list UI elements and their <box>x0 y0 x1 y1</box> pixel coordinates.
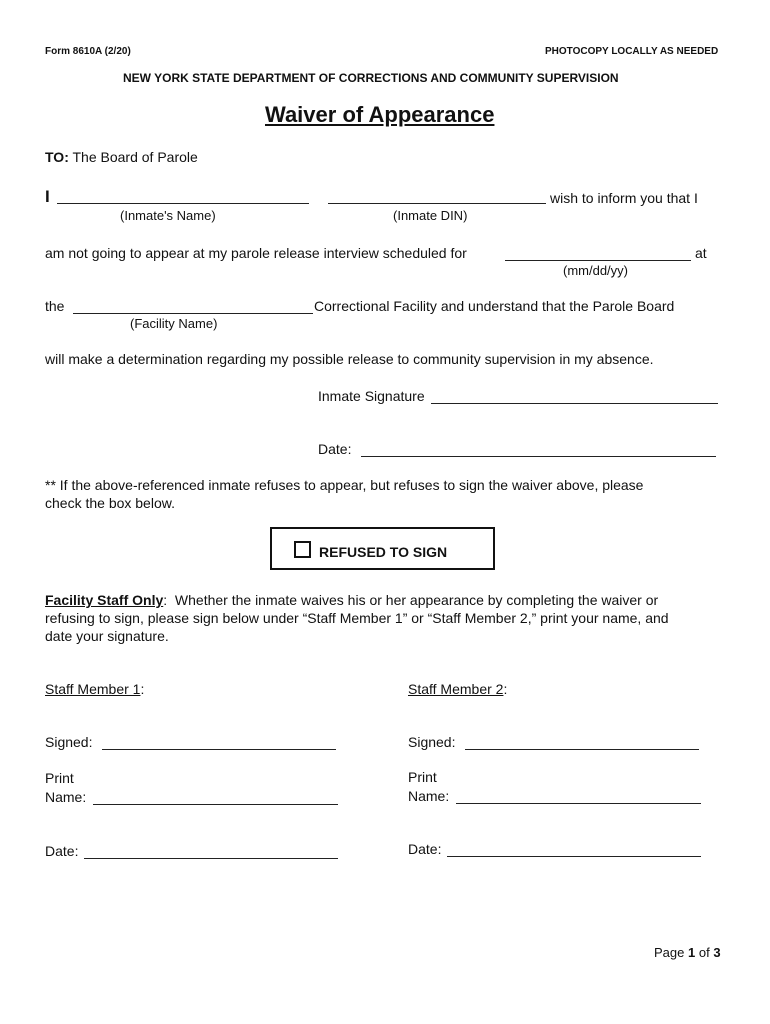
interview-date-field[interactable] <box>505 247 691 261</box>
staff-instructions-text1: Whether the inmate waives his or her appearance by completing the waiver or <box>174 592 659 608</box>
refusal-note-line2: check the box below. <box>45 495 175 511</box>
staff-member-2-label: Staff Member 2 <box>408 681 504 697</box>
not-appear-text: am not going to appear at my parole release interview scheduled for <box>45 245 467 261</box>
staff1-name-field[interactable] <box>93 791 338 805</box>
inmate-din-field[interactable] <box>328 190 546 204</box>
staff1-date-field[interactable] <box>84 845 338 859</box>
page-current: 1 <box>688 945 696 960</box>
staff1-name-label: Name: <box>45 789 87 805</box>
staff2-name-label: Name: <box>408 788 450 804</box>
the-text: the <box>45 298 65 314</box>
facility-name-caption: (Facility Name) <box>130 316 218 331</box>
refused-label: REFUSED TO SIGN <box>319 544 448 560</box>
determination-text: will make a determination regarding my possible release to community supervision in my absence. <box>45 351 654 367</box>
staff2-name-field[interactable] <box>456 790 701 804</box>
department-name: NEW YORK STATE DEPARTMENT OF CORRECTIONS AND COMMUNITY SUPERVISION <box>123 71 619 85</box>
refused-checkbox[interactable] <box>294 541 311 558</box>
staff-member-1-colon: : <box>140 681 145 697</box>
inmate-signature-field[interactable] <box>431 390 718 404</box>
page-of: of <box>698 945 710 960</box>
page-title: Waiver of Appearance <box>265 102 495 127</box>
staff-heading-colon: : <box>163 592 168 608</box>
staff2-date-field[interactable] <box>447 843 701 857</box>
inmate-name-caption: (Inmate's Name) <box>120 208 216 223</box>
staff-instructions-line3: date your signature. <box>45 628 169 644</box>
page-total: 3 <box>713 945 721 960</box>
date-format-caption: (mm/dd/yy) <box>563 263 628 278</box>
staff1-signed-label: Signed: <box>45 734 93 750</box>
facility-name-field[interactable] <box>73 300 313 314</box>
staff-member-1-heading <box>45 681 144 697</box>
page-prefix: Page <box>654 945 685 960</box>
form-number: Form 8610A (2/20) <box>45 46 131 57</box>
inmate-din-caption: (Inmate DIN) <box>393 208 468 223</box>
staff2-date-label: Date: <box>408 841 442 857</box>
inmate-date-field[interactable] <box>361 443 716 457</box>
addressee <box>45 149 198 165</box>
inform-text: wish to inform you that I <box>550 190 698 206</box>
to-label: TO: <box>45 149 69 165</box>
i-label: I <box>45 187 50 206</box>
correctional-text: Correctional Facility and understand that the Parole Board <box>314 298 675 314</box>
staff-member-2-colon: : <box>503 681 508 697</box>
page-number <box>654 945 721 960</box>
photocopy-note: PHOTOCOPY LOCALLY AS NEEDED <box>545 46 719 57</box>
refusal-note-line1: ** If the above-referenced inmate refuses to appear, but refuses to sign the waiver above, please <box>45 477 644 493</box>
staff2-signed-field[interactable] <box>465 736 699 750</box>
staff-instructions-line1 <box>45 592 658 608</box>
staff1-print-label: Print <box>45 770 74 786</box>
staff2-print-label: Print <box>408 769 437 785</box>
staff-member-2-heading <box>408 681 507 697</box>
inmate-signature-label: Inmate Signature <box>318 388 425 404</box>
at-text: at <box>695 245 707 261</box>
staff2-signed-label: Signed: <box>408 734 456 750</box>
inmate-name-field[interactable] <box>57 190 309 204</box>
staff-member-1-label: Staff Member 1 <box>45 681 141 697</box>
to-value: The Board of Parole <box>72 149 198 165</box>
staff1-signed-field[interactable] <box>102 736 336 750</box>
inmate-date-label: Date: <box>318 441 352 457</box>
refused-to-sign-box <box>270 527 495 570</box>
staff-instructions-line2: refusing to sign, please sign below under “Staff Member 1” or “Staff Member 2,” print your name, and <box>45 610 669 626</box>
staff-heading: Facility Staff Only <box>45 592 164 608</box>
staff1-date-label: Date: <box>45 843 79 859</box>
